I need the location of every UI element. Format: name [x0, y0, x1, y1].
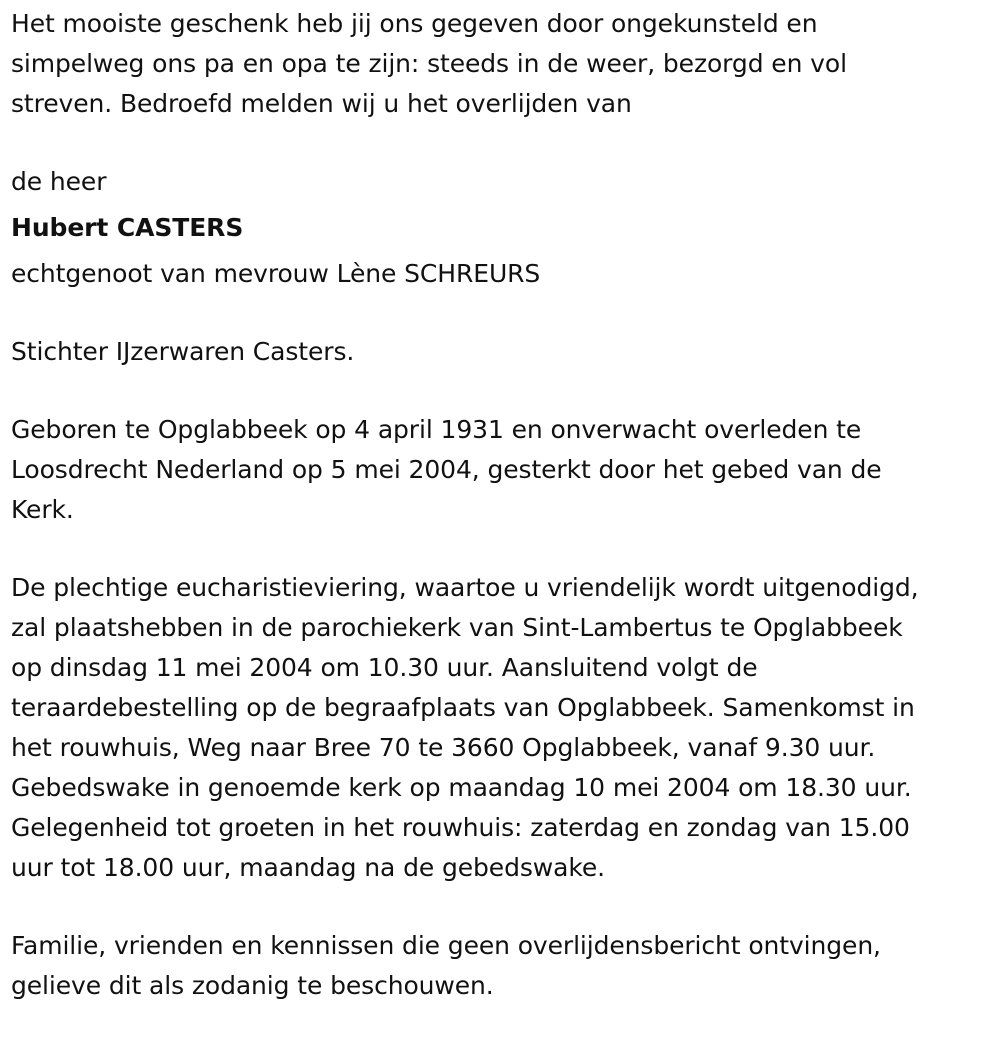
founder-line: Stichter IJzerwaren Casters. — [11, 337, 355, 366]
birth-death-paragraph: Geboren te Opglabbeek op 4 april 1931 en onverwacht overleden te Loosdrecht Nederland op 5 mei 2004, gesterkt door het gebed van de Kerk. — [11, 415, 882, 524]
spacer — [11, 530, 996, 568]
closing-paragraph: Familie, vrienden en kennissen die geen overlijdensbericht ontvingen, gelieve dit als zodanig te beschouwen. — [11, 931, 881, 1000]
spacer — [11, 124, 996, 162]
ceremony-paragraph: De plechtige eucharistieviering, waartoe u vriendelijk wordt uitgenodigd, zal plaatshebben in de parochiekerk van Sint-Lambertus te Opglabbeek op dinsdag 11 mei 2004 om 10.30 uur. Aansluitend volgt de teraardebestelling op de begraafplaats van Opglabbeek. Samenkomst in het rouwhuis, Weg naar Bree 70 te 3660 Opglabbeek, vanaf 9.30 uur. Gebedswake in genoemde kerk op maandag 10 mei 2004 om 18.30 uur. Gelegenheid tot groeten in het rouwhuis: zaterdag en zondag van 15.00 uur tot 18.00 uur, maandag na de gebedswake. — [11, 573, 919, 882]
spacer — [11, 294, 996, 332]
obituary-document — [11, 4, 996, 1006]
intro-paragraph: Het mooiste geschenk heb jij ons gegeven door ongekunsteld en simpelweg ons pa en opa te zijn: steeds in de weer, bezorgd en vol streven. Bedroefd melden wij u het overlijden van — [11, 9, 847, 118]
salutation: de heer — [11, 167, 107, 196]
spouse-line: echtgenoot van mevrouw Lène SCHREURS — [11, 259, 541, 288]
spacer — [11, 888, 996, 926]
deceased-name: Hubert CASTERS — [11, 213, 244, 242]
spacer — [11, 372, 996, 410]
